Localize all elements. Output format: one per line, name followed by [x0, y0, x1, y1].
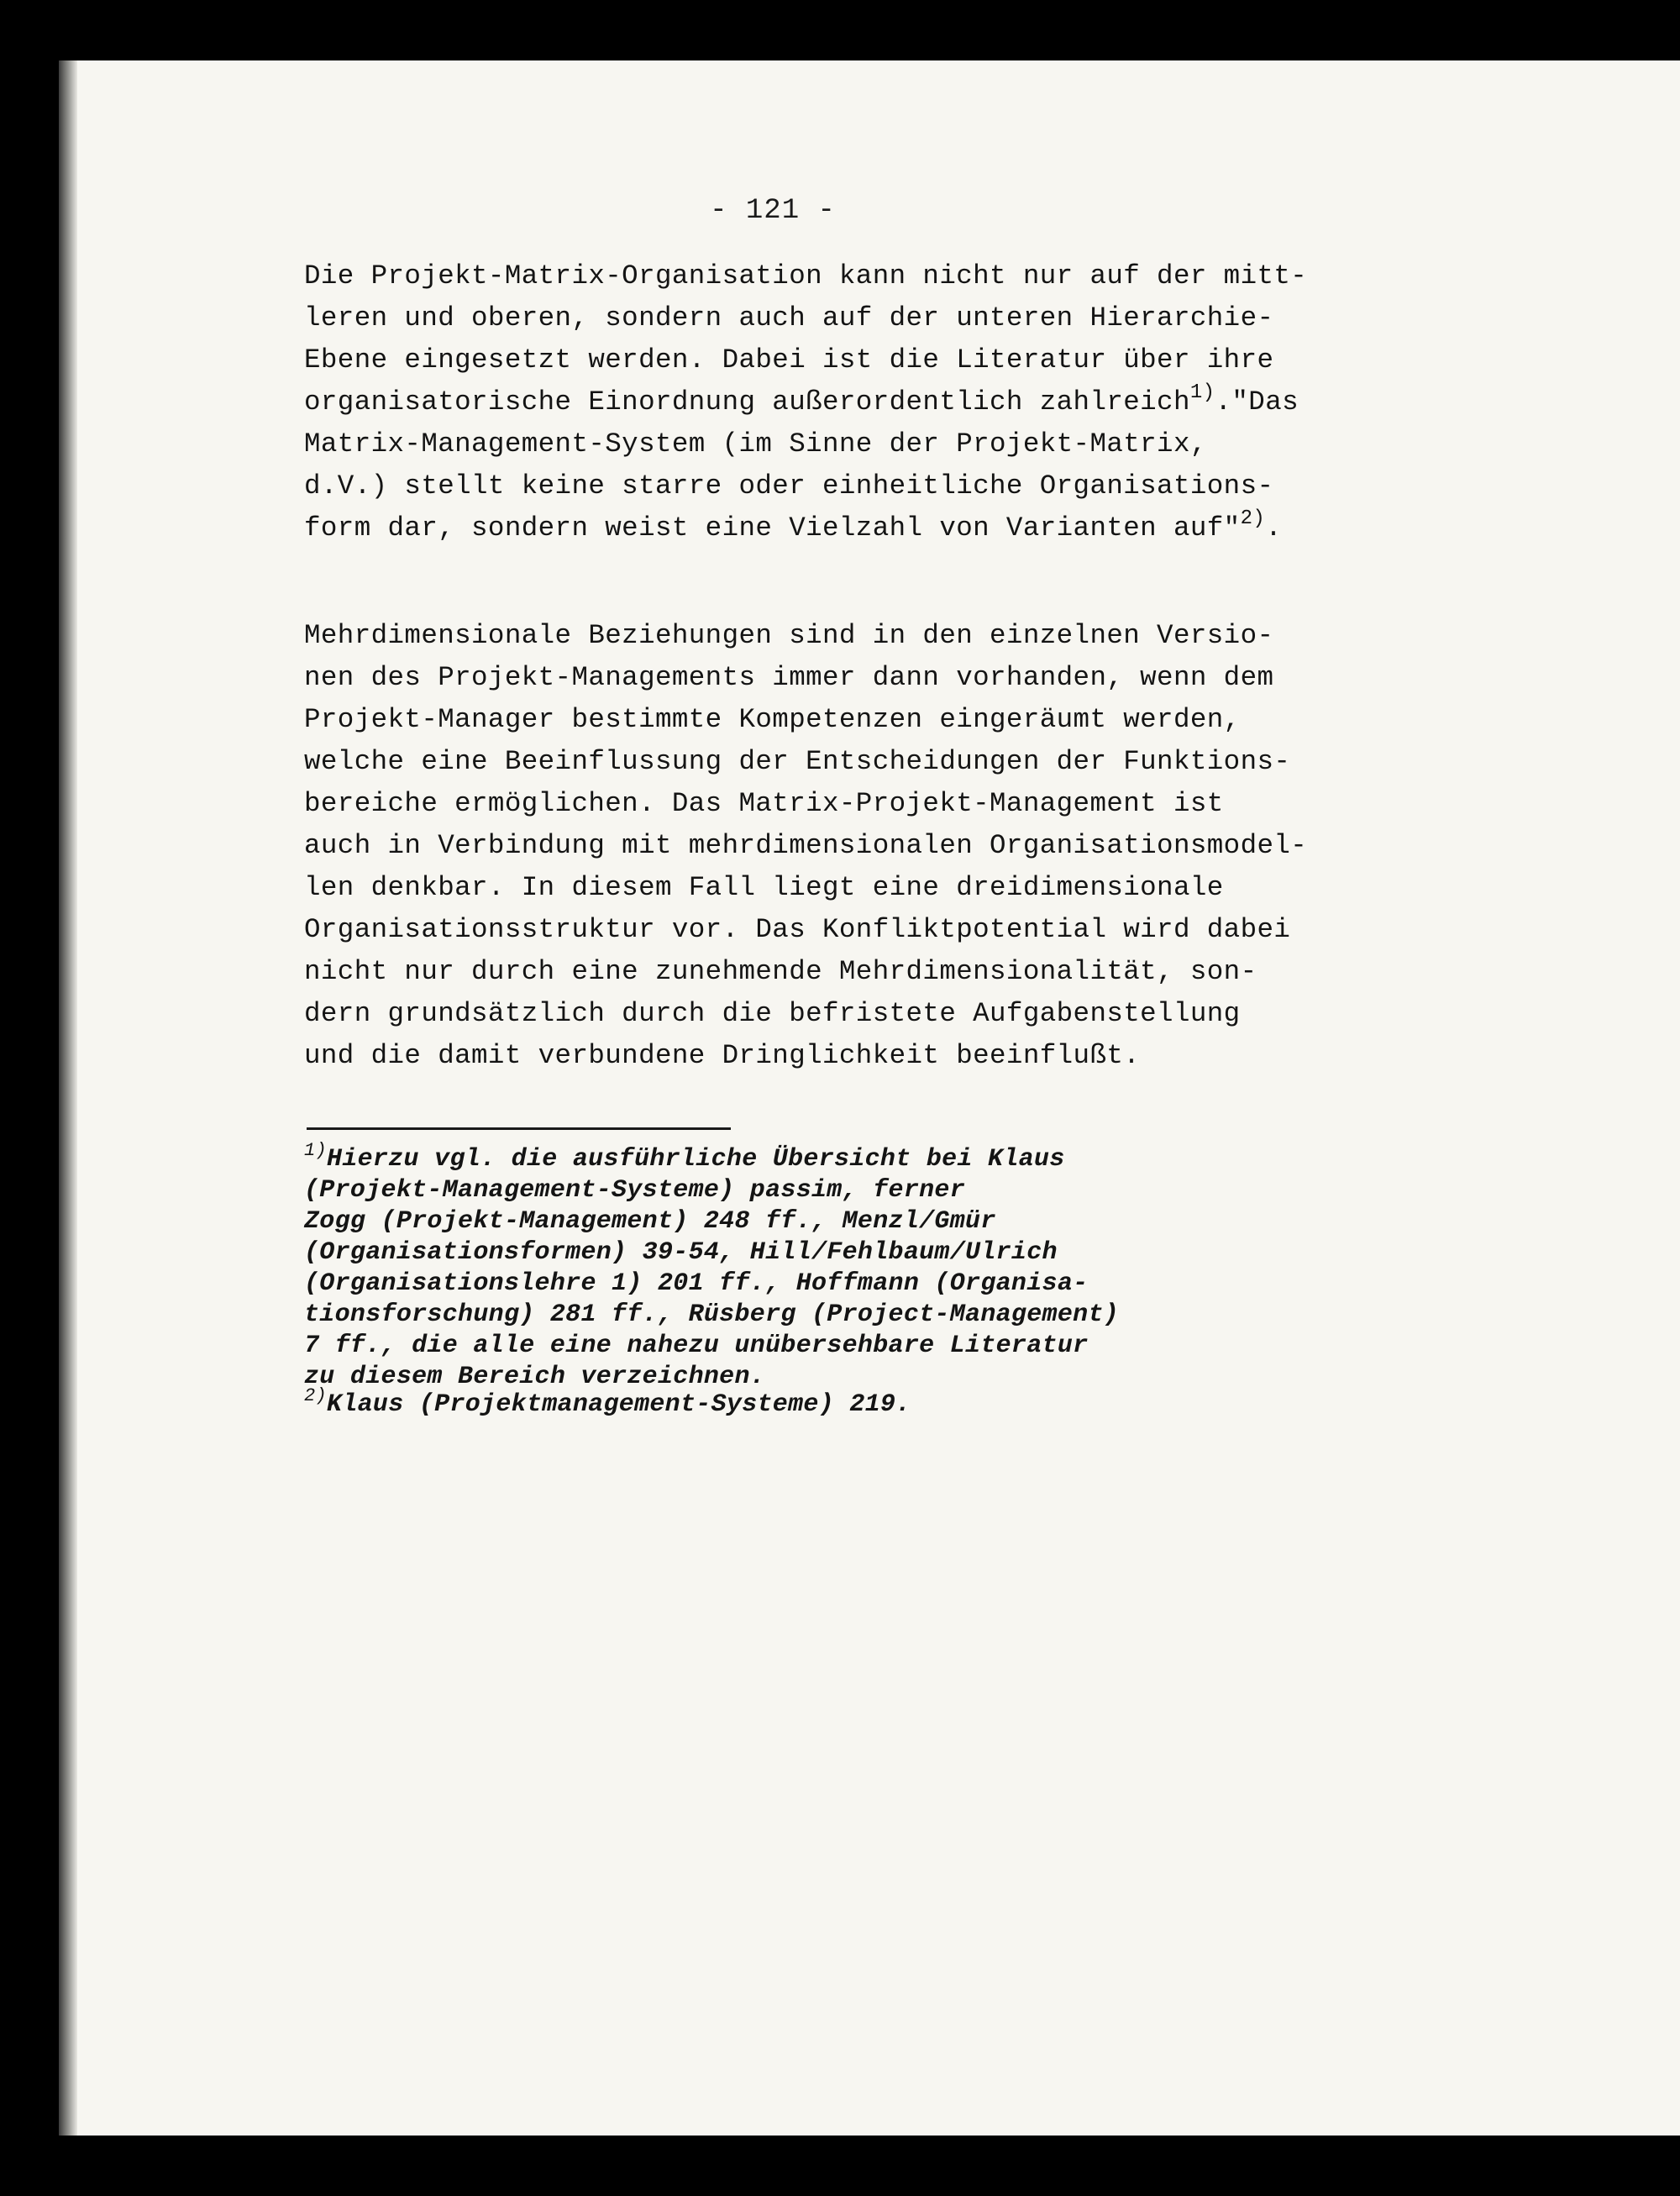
footnote-marker: 1): [304, 1140, 328, 1161]
line-text: ."Das: [1215, 386, 1299, 418]
footnote-line: 7 ff., die alle eine nahezu unübersehbare Literatur: [304, 1332, 1089, 1360]
paragraph-2: [304, 615, 1480, 1077]
footnote-ref-1: 1): [1189, 381, 1215, 404]
text-line: len denkbar. In diesem Fall liegt eine dreidimensionale: [304, 872, 1224, 903]
footnote-divider: [307, 1127, 731, 1130]
line-text: organisatorische Einordnung außerordentlich zahlreich: [304, 386, 1190, 418]
footnote-line: (Organisationslehre 1) 201 ff., Hoffmann (Organisa-: [304, 1269, 1089, 1298]
footnote-marker: 2): [304, 1385, 328, 1406]
paragraph-1: [304, 255, 1480, 549]
footnote-line: (Projekt-Management-Systeme) passim, ferner: [304, 1176, 966, 1205]
footnote-2: [304, 1385, 1480, 1421]
footnote-line: zu diesem Bereich verzeichnen.: [304, 1363, 766, 1391]
text-line: Matrix-Management-System (im Sinne der Projekt-Matrix,: [304, 428, 1207, 460]
text-line: Mehrdimensionale Beziehungen sind in den einzelnen Versio-: [304, 620, 1274, 651]
text-line: Die Projekt-Matrix-Organisation kann nicht nur auf der mitt-: [304, 260, 1308, 292]
footnote-line: [304, 1385, 1480, 1421]
text-line: [304, 507, 1480, 549]
line-text: form dar, sondern weist eine Vielzahl von Varianten auf": [304, 512, 1241, 544]
text-line: und die damit verbundene Dringlichkeit beeinflußt.: [304, 1040, 1141, 1071]
text-line: leren und oberen, sondern auch auf der unteren Hierarchie-: [304, 302, 1274, 334]
document-page: [59, 60, 1680, 2136]
text-line: Ebene eingesetzt werden. Dabei ist die Literatur über ihre: [304, 344, 1274, 376]
footnote-text: Klaus (Projektmanagement-Systeme) 219.: [327, 1390, 911, 1419]
text-line: nen des Projekt-Managements immer dann vorhanden, wenn dem: [304, 662, 1274, 693]
footnote-ref-2: 2): [1240, 507, 1266, 530]
footnote-1: [304, 1140, 1480, 1393]
text-line: nicht nur durch eine zunehmende Mehrdimensionalität, son-: [304, 956, 1257, 987]
footnote-line: Zogg (Projekt-Management) 248 ff., Menzl/Gmür: [304, 1207, 996, 1236]
footnote-line: tionsforschung) 281 ff., Rüsberg (Project-Management): [304, 1300, 1120, 1329]
binding-edge: [59, 60, 77, 2136]
text-line: [304, 381, 1480, 423]
text-line: dern grundsätzlich durch die befristete Aufgabenstellung: [304, 998, 1241, 1029]
page-number: - 121 -: [710, 195, 836, 227]
footnote-text: Hierzu vgl. die ausführliche Übersicht bei Klaus: [327, 1145, 1065, 1174]
footnote-line: [304, 1140, 1480, 1175]
text-line: Organisationsstruktur vor. Das Konfliktpotential wird dabei: [304, 914, 1291, 945]
text-line: Projekt-Manager bestimmte Kompetenzen eingeräumt werden,: [304, 704, 1241, 735]
text-line: bereiche ermöglichen. Das Matrix-Projekt-Management ist: [304, 788, 1224, 819]
footnote-line: (Organisationsformen) 39-54, Hill/Fehlbaum/Ulrich: [304, 1238, 1058, 1267]
line-text: .: [1265, 512, 1283, 544]
text-line: welche eine Beeinflussung der Entscheidungen der Funktions-: [304, 746, 1291, 777]
text-line: auch in Verbindung mit mehrdimensionalen Organisationsmodel-: [304, 830, 1308, 861]
text-line: d.V.) stellt keine starre oder einheitliche Organisations-: [304, 470, 1274, 502]
